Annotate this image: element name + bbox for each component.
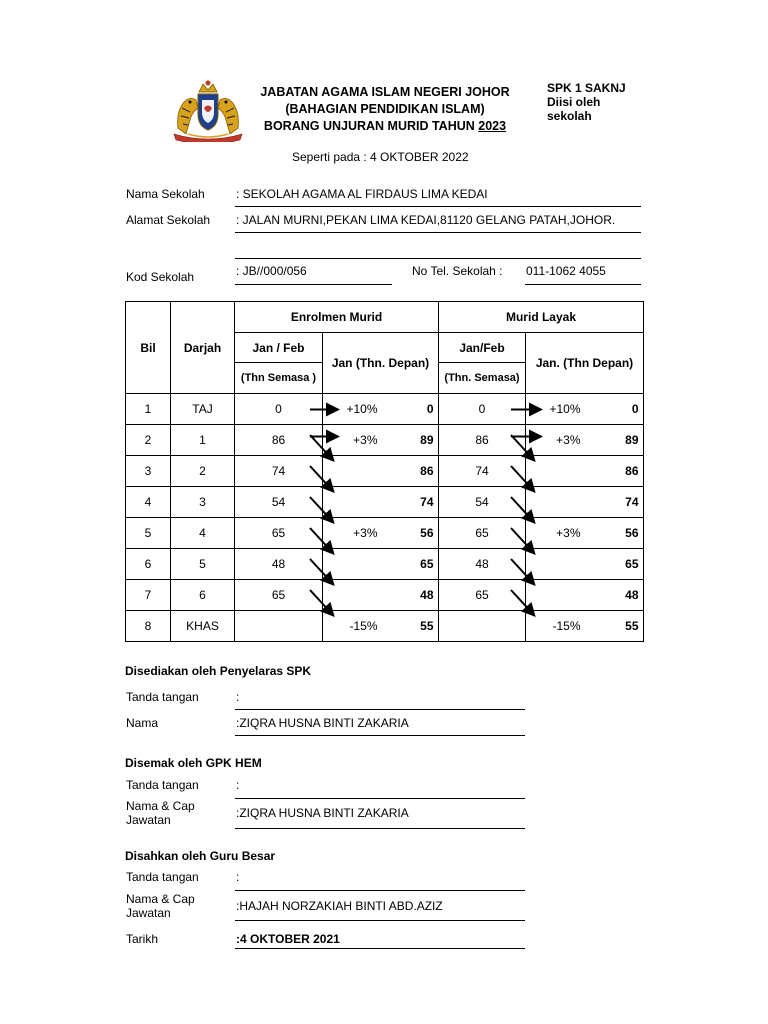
cell-eligible-next [526, 394, 644, 425]
janfeb-header: Jan/Feb [439, 333, 526, 363]
school-name-label: Nama Sekolah [126, 187, 205, 201]
table-row [126, 425, 644, 456]
sign3-signature-label: Tanda tangan [126, 870, 199, 884]
jan-next-header: Jan (Thn. Depan) [323, 333, 439, 394]
sign2-signature-value: : [236, 778, 240, 792]
cell-projected: 56 [625, 526, 639, 540]
cell-projected: 0 [631, 402, 639, 416]
cell-eligible-current: 54 [439, 487, 526, 518]
cell-projected: 56 [420, 526, 434, 540]
table-row [126, 456, 644, 487]
cell-projected: 86 [420, 464, 434, 478]
cell-percent: +10% [549, 402, 581, 416]
sign3-date-label: Tarikh [126, 932, 159, 946]
cell-projected: 74 [420, 495, 434, 509]
cell-darjah: TAJ [171, 394, 235, 425]
cell-enrolment-next [323, 456, 439, 487]
cell-enrolment-next [323, 611, 439, 642]
cell-bil: 1 [126, 394, 171, 425]
cell-enrolment-next [323, 549, 439, 580]
school-phone-value: 011-1062 4055 [526, 264, 606, 278]
cell-percent: +10% [346, 402, 378, 416]
cell-enrolment-current: 65 [235, 580, 323, 611]
school-code-value: : JB//000/056 [236, 264, 307, 278]
cell-projected: 86 [625, 464, 639, 478]
school-code-label: Kod Sekolah [126, 270, 195, 284]
cell-projected: 48 [625, 588, 639, 602]
school-name-value: : SEKOLAH AGAMA AL FIRDAUS LIMA KEDAI [236, 187, 488, 201]
header-division: (BAHAGIAN PENDIDIKAN ISLAM) [285, 102, 485, 116]
sign2-signature-label: Tanda tangan [126, 778, 199, 792]
state-crest-icon [168, 78, 248, 142]
cell-percent: +3% [556, 526, 581, 540]
cell-percent: +3% [353, 526, 378, 540]
cell-projected: 55 [625, 619, 639, 633]
cell-eligible-current: 74 [439, 456, 526, 487]
janfeb-header: Jan / Feb [235, 333, 323, 363]
cell-bil: 7 [126, 580, 171, 611]
school-address-value: : JALAN MURNI,PEKAN LIMA KEDAI,81120 GELANG PATAH,JOHOR. [236, 213, 616, 227]
cell-enrolment-current: 0 [235, 394, 323, 425]
as-of-date: Seperti pada : 4 OKTOBER 2022 [292, 150, 469, 164]
cell-darjah: 3 [171, 487, 235, 518]
cell-eligible-next [526, 487, 644, 518]
table-row [126, 518, 644, 549]
table-row [126, 549, 644, 580]
cell-eligible-next [526, 549, 644, 580]
sign3-signature-value: : [236, 870, 240, 884]
cell-projected: 89 [420, 433, 434, 447]
table-row [126, 394, 644, 425]
form-note: Diisi oleh [547, 95, 601, 109]
school-phone-label: No Tel. Sekolah : [412, 264, 503, 278]
sign2-position-label: Jawatan [126, 813, 171, 827]
current-year-header: (Thn. Semasa) [439, 363, 526, 394]
cell-projected: 89 [625, 433, 639, 447]
cell-enrolment-current: 48 [235, 549, 323, 580]
cell-enrolment-current: 65 [235, 518, 323, 549]
cell-darjah: 6 [171, 580, 235, 611]
sign3-name-label: Nama & Cap [126, 892, 195, 906]
sign1-title: Disediakan oleh Penyelaras SPK [125, 664, 312, 678]
cell-enrolment-next [323, 394, 439, 425]
cell-enrolment-current: 86 [235, 425, 323, 456]
sign2-name-value: :ZIQRA HUSNA BINTI ZAKARIA [236, 806, 409, 820]
cell-eligible-next [526, 518, 644, 549]
cell-enrolment-current: 54 [235, 487, 323, 518]
school-address-label: Alamat Sekolah [126, 213, 211, 227]
cell-eligible-next [526, 580, 644, 611]
enrolmen-header: Enrolmen Murid [235, 302, 439, 333]
cell-eligible-current: 48 [439, 549, 526, 580]
cell-eligible-current: 65 [439, 580, 526, 611]
current-year-header: (Thn Semasa ) [235, 363, 323, 394]
cell-eligible-current [439, 611, 526, 642]
cell-projected: 65 [625, 557, 639, 571]
col-bil-header: Bil [126, 302, 171, 394]
cell-percent: +3% [556, 433, 581, 447]
cell-bil: 6 [126, 549, 171, 580]
cell-bil: 4 [126, 487, 171, 518]
cell-projected: 0 [426, 402, 434, 416]
cell-darjah: 5 [171, 549, 235, 580]
cell-darjah: 4 [171, 518, 235, 549]
header-agency: JABATAN AGAMA ISLAM NEGERI JOHOR [260, 85, 510, 99]
sign1-name-label: Nama [126, 716, 159, 730]
col-darjah-header: Darjah [171, 302, 235, 394]
cell-darjah: 2 [171, 456, 235, 487]
cell-enrolment-next [323, 518, 439, 549]
cell-darjah: 1 [171, 425, 235, 456]
form-code: SPK 1 SAKNJ [547, 81, 626, 95]
cell-eligible-current: 65 [439, 518, 526, 549]
cell-bil: 8 [126, 611, 171, 642]
cell-enrolment-current [235, 611, 323, 642]
cell-eligible-current: 0 [439, 394, 526, 425]
sign3-date-value: :4 OKTOBER 2021 [236, 932, 340, 946]
cell-darjah: KHAS [171, 611, 235, 642]
cell-projected: 74 [625, 495, 639, 509]
table-row [126, 487, 644, 518]
cell-eligible-next [526, 425, 644, 456]
cell-eligible-next [526, 456, 644, 487]
cell-enrolment-current: 74 [235, 456, 323, 487]
sign2-title: Disemak oleh GPK HEM [125, 756, 262, 770]
header-form-title: BORANG UNJURAN MURID TAHUN 2023 [263, 119, 507, 133]
sign1-name-value: :ZIQRA HUSNA BINTI ZAKARIA [236, 716, 409, 730]
cell-percent: -15% [552, 619, 581, 633]
table-row [126, 611, 644, 642]
cell-projected: 48 [420, 588, 434, 602]
cell-enrolment-next [323, 425, 439, 456]
cell-bil: 5 [126, 518, 171, 549]
layak-header: Murid Layak [439, 302, 644, 333]
cell-percent: -15% [349, 619, 378, 633]
jan-next-header: Jan. (Thn Depan) [526, 333, 644, 394]
cell-projected: 55 [420, 619, 434, 633]
enrolment-table [125, 301, 644, 642]
sign2-name-label: Nama & Cap [126, 799, 195, 813]
cell-bil: 3 [126, 456, 171, 487]
sign1-signature-value: : [236, 690, 240, 704]
cell-enrolment-next [323, 580, 439, 611]
sign3-name-value: :HAJAH NORZAKIAH BINTI ABD.AZIZ [236, 899, 443, 913]
sign3-position-label: Jawatan [126, 906, 171, 920]
cell-eligible-next [526, 611, 644, 642]
table-row [126, 580, 644, 611]
cell-projected: 65 [420, 557, 434, 571]
cell-enrolment-next [323, 487, 439, 518]
cell-bil: 2 [126, 425, 171, 456]
sign1-signature-label: Tanda tangan [126, 690, 199, 704]
cell-percent: +3% [353, 433, 378, 447]
cell-eligible-current: 86 [439, 425, 526, 456]
sign3-title: Disahkan oleh Guru Besar [125, 849, 276, 863]
form-note: sekolah [547, 109, 592, 123]
